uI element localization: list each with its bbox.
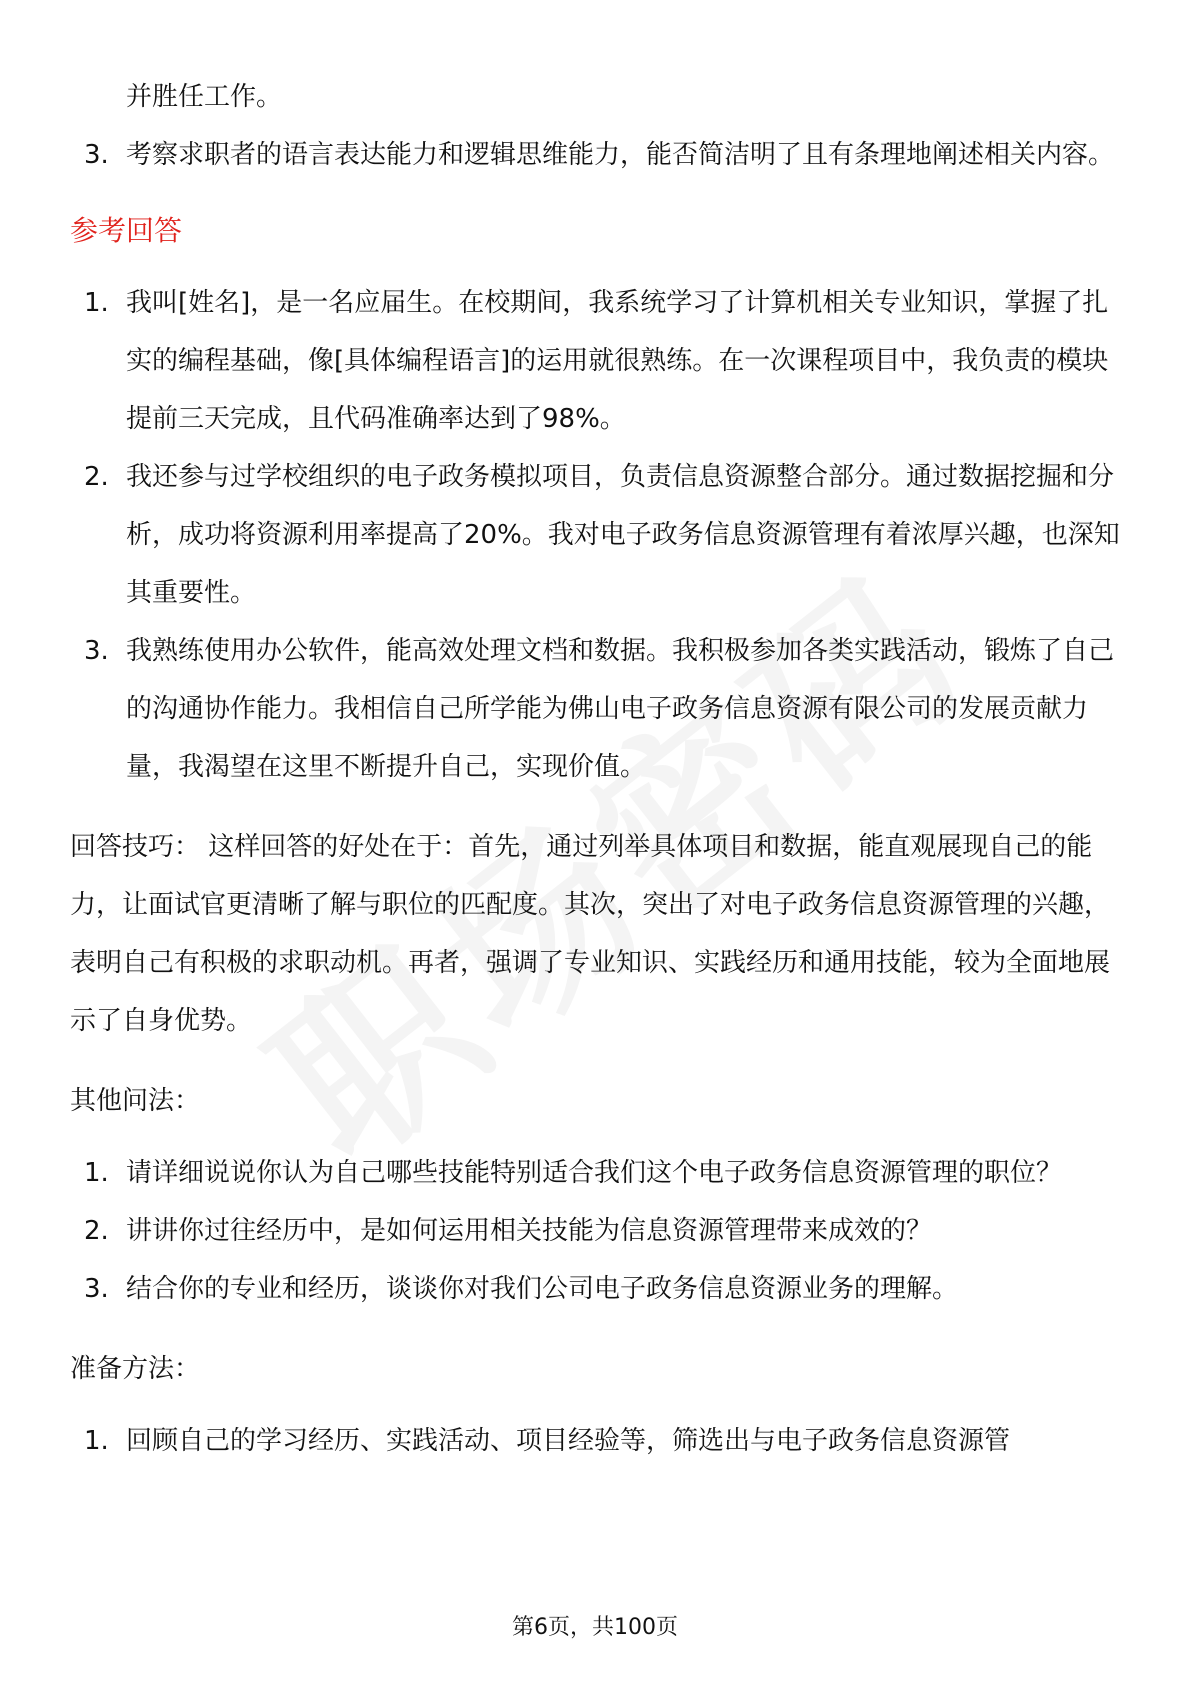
list-item-text: 我还参与过学校组织的电子政务模拟项目，负责信息资源整合部分。通过数据挖掘和分析，成功将资源利用率提高了20%。我对电子政务信息资源管理有着浓厚兴趣，也深知其重要性。: [126, 462, 1120, 608]
list-number: 3.: [84, 140, 109, 170]
list-item-text: 我叫[姓名]，是一名应届生。在校期间，我系统学习了计算机相关专业知识，掌握了扎实的编程基础，像[具体编程语言]的运用就很熟练。在一次课程项目中，我负责的模块提前三天完成，且代码准确率达到了98%。: [126, 288, 1109, 434]
list-item: [70, 622, 1120, 796]
list-number: 2.: [84, 462, 109, 492]
list-item-text: 结合你的专业和经历，谈谈你对我们公司电子政务信息资源业务的理解。: [126, 1274, 959, 1304]
list-item-text: 我熟练使用办公软件，能高效处理文档和数据。我积极参加各类实践活动，锻炼了自己的沟通协作能力。我相信自己所学能为佛山电子政务信息资源有限公司的发展贡献力量，我渴望在这里不断提升自己，实现价值。: [126, 636, 1115, 782]
section-title-reference-answer: 参考回答: [70, 214, 183, 247]
preparation-list: [70, 1412, 1120, 1470]
list-number: 3.: [84, 636, 109, 666]
list-item-text: 考察求职者的语言表达能力和逻辑思维能力，能否简洁明了且有条理地阐述相关内容。: [126, 140, 1115, 170]
other-questions-list: [70, 1144, 1120, 1318]
page-indicator: 第6页，共100页: [512, 1615, 678, 1640]
list-number: 2.: [84, 1216, 109, 1246]
list-number: 1.: [84, 288, 109, 318]
continuation-text: 并胜任工作。: [126, 82, 283, 112]
evaluation-list: [70, 126, 1120, 184]
answer-tips: 回答技巧： 这样回答的好处在于：首先，通过列举具体项目和数据，能直观展现自己的能力，让面试官更清晰了解与职位的匹配度。其次，突出了对电子政务信息资源管理的兴趣，表明自己有积极的求职动机。再者，强调了专业知识、实践经历和通用技能，较为全面地展示了自身优势。: [70, 832, 1111, 1036]
list-number: 1.: [84, 1158, 109, 1188]
other-questions-label: 其他问法：: [70, 1086, 201, 1116]
list-item: [70, 1260, 1120, 1318]
list-item: [70, 1202, 1120, 1260]
preparation-label: 准备方法：: [70, 1354, 201, 1384]
list-item: [70, 274, 1120, 448]
list-item: [70, 1144, 1120, 1202]
list-item-text: 回顾自己的学习经历、实践活动、项目经验等，筛选出与电子政务信息资源管: [126, 1426, 1011, 1456]
reference-answer-list: [70, 274, 1120, 796]
list-number: 1.: [84, 1426, 109, 1456]
list-item: [70, 1412, 1120, 1470]
list-number: 3.: [84, 1274, 109, 1304]
list-item: [70, 126, 1120, 184]
list-item-text: 讲讲你过往经历中，是如何运用相关技能为信息资源管理带来成效的？: [126, 1216, 933, 1246]
list-item: [70, 448, 1120, 622]
list-item-text: 请详细说说你认为自己哪些技能特别适合我们这个电子政务信息资源管理的职位？: [126, 1158, 1063, 1188]
document-body: [70, 68, 1120, 1470]
